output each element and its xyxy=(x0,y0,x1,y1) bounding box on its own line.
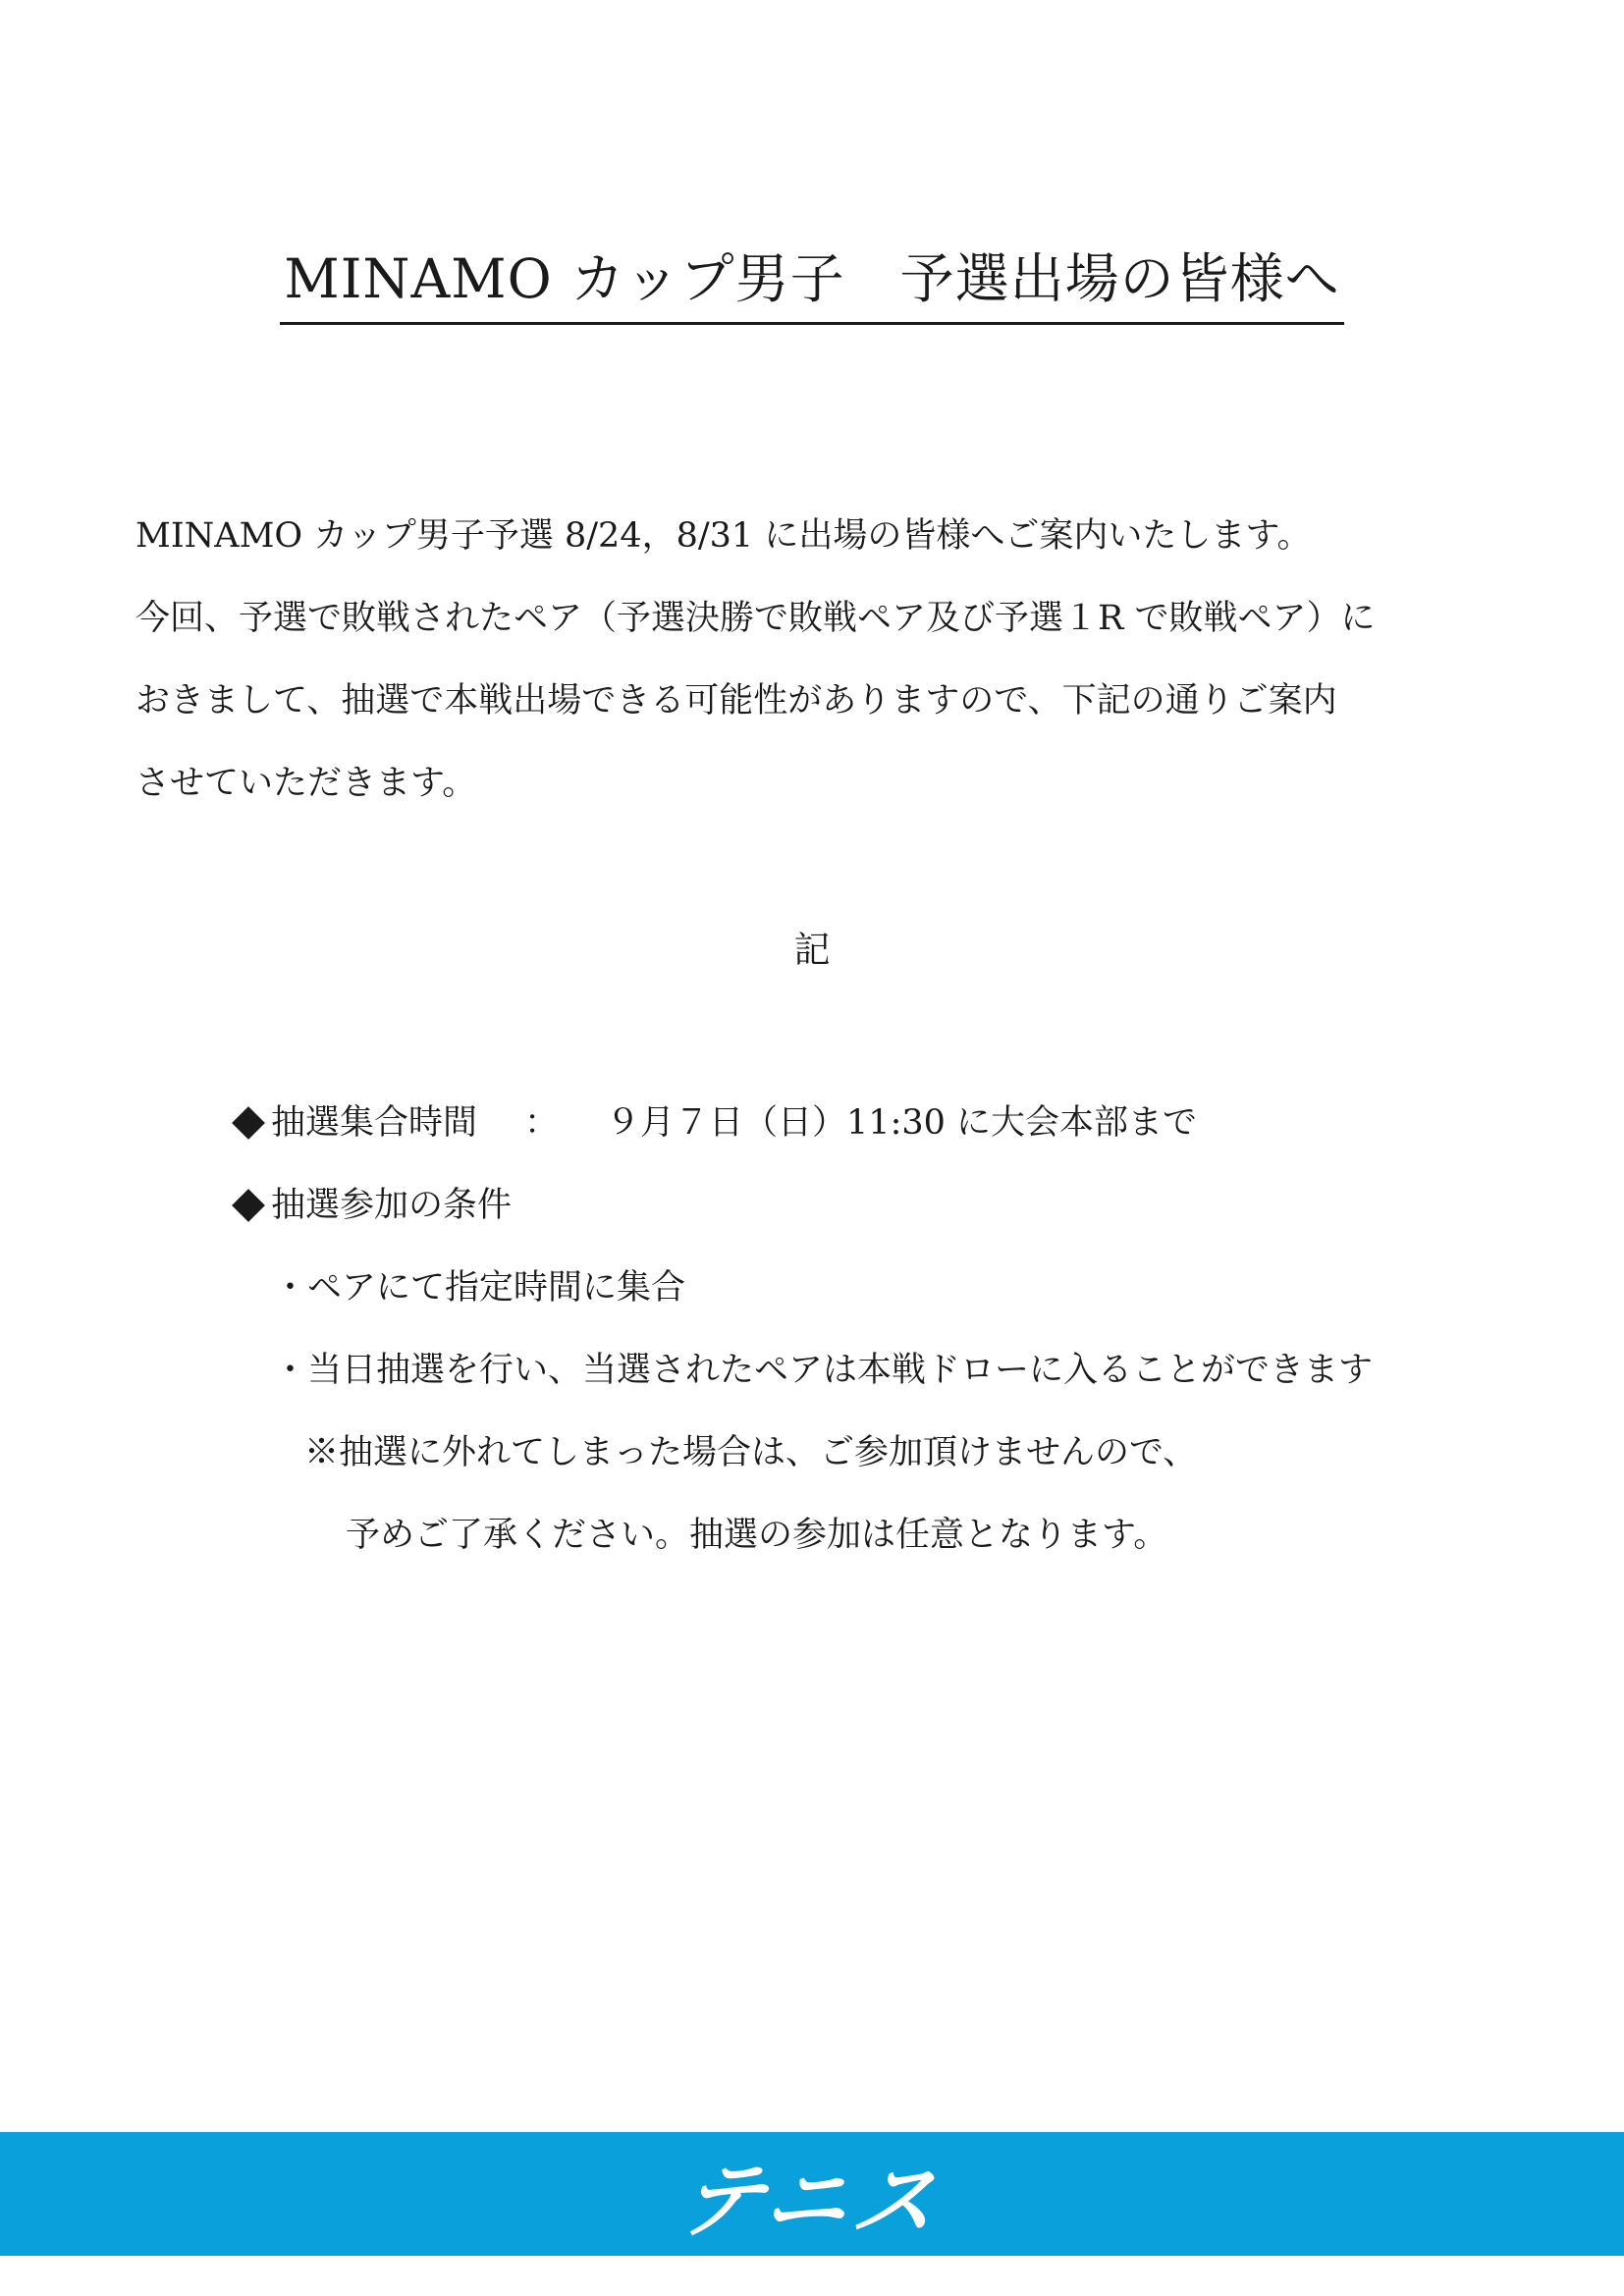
condition-item: ・ペアにて指定時間に集合 xyxy=(273,1268,686,1308)
page-title-text: MINAMO カップ男子 予選出場の皆様へ xyxy=(280,240,1343,325)
intro-line: させていただきます。 xyxy=(135,764,477,803)
diamond-bullet-icon xyxy=(232,1106,265,1140)
lottery-time-row xyxy=(234,1082,1549,1164)
intro-paragraph xyxy=(135,495,1530,825)
intro-line: おきまして、抽選で本戦出場できる可能性がありますので、下記の通りご案内 xyxy=(135,681,1337,721)
page-title xyxy=(0,240,1624,325)
lottery-condition-row xyxy=(234,1164,1549,1247)
note-line: ※抽選に外れてしまった場合は、ご参加頂けませんので、 xyxy=(304,1433,1198,1472)
lottery-time-separator: ： xyxy=(524,1103,560,1143)
note-line: 予めご了承ください。抽選の参加は任意となります。 xyxy=(346,1516,1168,1555)
details-list xyxy=(234,1082,1549,1576)
condition-item: ・当日抽選を行い、当選されたペアは本戦ドローに入ることができます xyxy=(273,1351,1374,1390)
footer-banner xyxy=(0,2132,1624,2256)
intro-line: 今回、予選で敗戦されたペア（予選決勝で敗戦ペア及び予選１R で敗戦ペア）に xyxy=(135,599,1376,638)
intro-line: MINAMO カップ男子予選 8/24，8/31 に出場の皆様へご案内いたします。 xyxy=(135,516,1312,556)
lottery-time-label: 抽選集合時間 xyxy=(271,1103,478,1143)
lottery-time-value: ９月７日（日）11:30 に大会本部まで xyxy=(606,1103,1198,1143)
tennis-logo: テニス xyxy=(671,2152,950,2249)
lottery-condition-label: 抽選参加の条件 xyxy=(271,1186,513,1225)
diamond-bullet-icon xyxy=(232,1189,265,1222)
ki-heading: 記 xyxy=(793,929,831,971)
